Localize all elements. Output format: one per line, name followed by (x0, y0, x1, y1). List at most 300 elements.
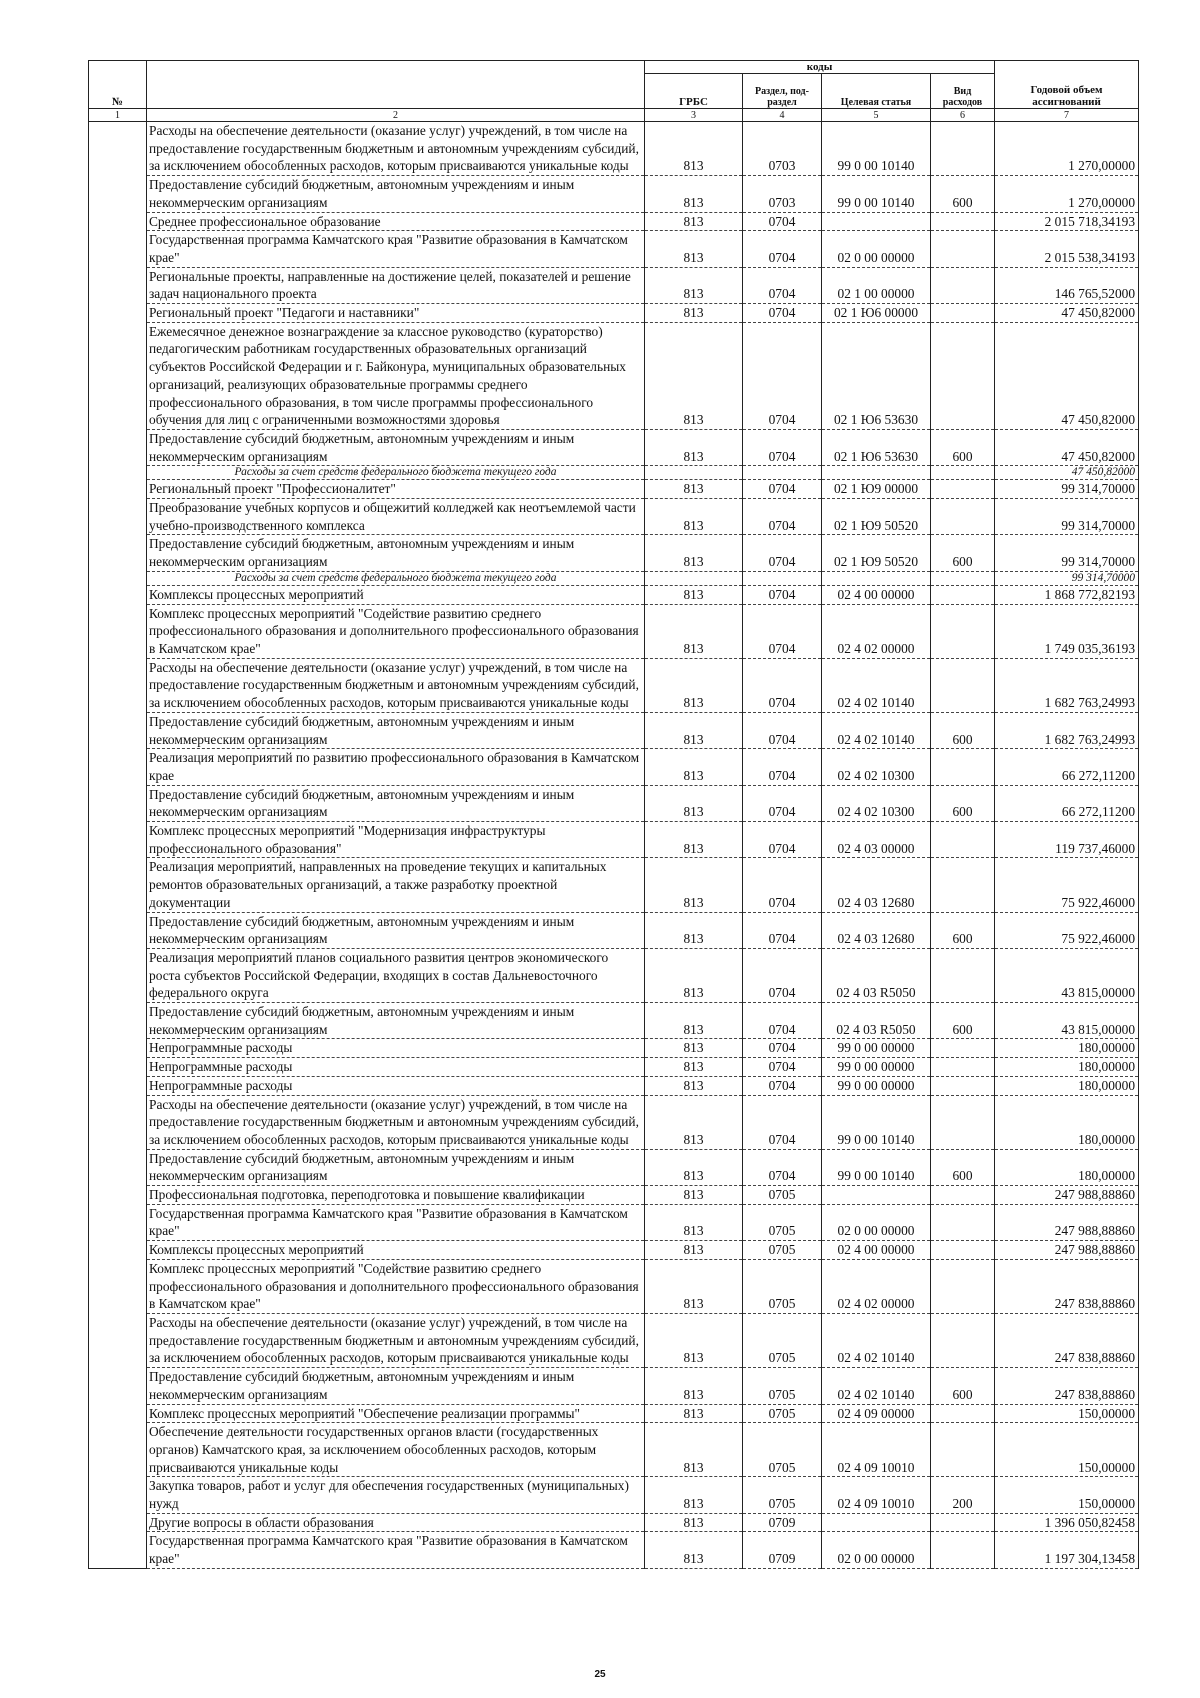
row-name: Расходы на обеспечение деятельности (оказание услуг) учреждений, в том числе на предоставление государственным бюджетным и автономным учреждениям субсидий, за исключением обособленных расходов, которым присваиваются уникальные коды (147, 1314, 645, 1368)
row-expense-type (931, 499, 995, 535)
row-section (743, 571, 822, 585)
row-number-cell (89, 466, 147, 480)
row-amount: 180,00000 (995, 1095, 1139, 1149)
row-grbs: 813 (645, 304, 743, 323)
row-target-article (822, 212, 931, 231)
row-name: Предоставление субсидий бюджетным, автономным учреждениям и иным некоммерческим организациям (147, 535, 645, 571)
row-amount: 180,00000 (995, 1058, 1139, 1077)
column-number: 5 (822, 109, 931, 122)
row-grbs: 813 (645, 1058, 743, 1077)
row-grbs: 813 (645, 1204, 743, 1240)
row-expense-type (931, 604, 995, 658)
row-expense-type: 600 (931, 712, 995, 748)
row-number-cell (89, 480, 147, 499)
row-name: Расходы за счет средств федерального бюджета текущего года (147, 571, 645, 585)
row-expense-type: 600 (931, 1149, 995, 1185)
row-expense-type (931, 1404, 995, 1423)
table-row (89, 267, 1139, 303)
table-row (89, 1368, 1139, 1404)
row-name: Комплекс процессных мероприятий "Обеспечение реализации программы" (147, 1404, 645, 1423)
row-grbs: 813 (645, 785, 743, 821)
row-number-cell (89, 571, 147, 585)
row-section: 0705 (743, 1314, 822, 1368)
row-section: 0704 (743, 1039, 822, 1058)
row-target-article (822, 1513, 931, 1532)
row-number-cell (89, 858, 147, 912)
table-row (89, 1532, 1139, 1568)
row-section: 0705 (743, 1423, 822, 1477)
table-row (89, 858, 1139, 912)
table-row (89, 1259, 1139, 1313)
row-section: 0704 (743, 822, 822, 858)
row-amount: 66 272,11200 (995, 749, 1139, 785)
row-grbs: 813 (645, 658, 743, 712)
table-row (89, 1204, 1139, 1240)
row-section: 0704 (743, 499, 822, 535)
row-name: Ежемесячное денежное вознаграждение за классное руководство (кураторство) педагогическим работникам государственных образовательных организаций субъектов Российской Федерации и г. Байконура, муниципальных образовательных организаций, реализующих образовательные программы среднего профессионального образования, в том числе программы профессионального обучения для лиц с ограниченными возможностями здоровья (147, 322, 645, 429)
row-name: Региональный проект "Профессионалитет" (147, 480, 645, 499)
row-name: Предоставление субсидий бюджетным, автономным учреждениям и иным некоммерческим организациям (147, 429, 645, 465)
row-name: Предоставление субсидий бюджетным, автономным учреждениям и иным некоммерческим организациям (147, 785, 645, 821)
row-name: Предоставление субсидий бюджетным, автономным учреждениям и иным некоммерческим организациям (147, 1149, 645, 1185)
table-row (89, 322, 1139, 429)
row-number-cell (89, 1404, 147, 1423)
header-target-article: Целевая статья (822, 74, 931, 109)
row-number-cell (89, 304, 147, 323)
row-expense-type: 600 (931, 535, 995, 571)
row-target-article: 99 0 00 10140 (822, 1149, 931, 1185)
row-target-article: 02 4 03 12680 (822, 858, 931, 912)
row-name: Непрограммные расходы (147, 1039, 645, 1058)
row-target-article: 02 4 00 00000 (822, 1241, 931, 1260)
row-name: Реализация мероприятий по развитию профессионального образования в Камчатском крае (147, 749, 645, 785)
row-expense-type (931, 1241, 995, 1260)
row-target-article: 02 4 02 00000 (822, 1259, 931, 1313)
row-amount: 247 838,88860 (995, 1368, 1139, 1404)
row-expense-type (931, 1095, 995, 1149)
row-target-article: 02 1 Ю9 50520 (822, 535, 931, 571)
row-section (743, 466, 822, 480)
row-target-article: 02 4 02 00000 (822, 604, 931, 658)
row-section: 0704 (743, 1149, 822, 1185)
row-grbs: 813 (645, 1477, 743, 1513)
row-number-cell (89, 1477, 147, 1513)
row-grbs: 813 (645, 712, 743, 748)
row-amount: 180,00000 (995, 1076, 1139, 1095)
row-target-article: 02 4 02 10300 (822, 749, 931, 785)
row-grbs: 813 (645, 480, 743, 499)
row-name: Региональные проекты, направленные на достижение целей, показателей и решение задач национального проекта (147, 267, 645, 303)
row-target-article: 02 1 Ю9 50520 (822, 499, 931, 535)
row-section: 0704 (743, 231, 822, 267)
row-section: 0704 (743, 1058, 822, 1077)
budget-table (88, 60, 1139, 1569)
row-amount: 47 450,82000 (995, 322, 1139, 429)
row-name: Реализация мероприятий, направленных на проведение текущих и капитальных ремонтов образовательных организаций, а также разработку проектной документации (147, 858, 645, 912)
row-expense-type (931, 304, 995, 323)
row-number-cell (89, 1259, 147, 1313)
row-grbs: 813 (645, 604, 743, 658)
row-grbs: 813 (645, 1149, 743, 1185)
table-row (89, 1058, 1139, 1077)
row-expense-type (931, 1532, 995, 1568)
row-target-article: 99 0 00 10140 (822, 176, 931, 212)
row-amount: 1 682 763,24993 (995, 712, 1139, 748)
row-section: 0704 (743, 1095, 822, 1149)
row-amount: 75 922,46000 (995, 858, 1139, 912)
row-section: 0704 (743, 948, 822, 1002)
row-number-cell (89, 1423, 147, 1477)
row-grbs: 813 (645, 822, 743, 858)
row-amount: 1 682 763,24993 (995, 658, 1139, 712)
row-amount: 47 450,82000 (995, 429, 1139, 465)
row-section: 0704 (743, 785, 822, 821)
row-amount: 1 197 304,13458 (995, 1532, 1139, 1568)
row-amount: 150,00000 (995, 1404, 1139, 1423)
row-section: 0704 (743, 658, 822, 712)
row-grbs: 813 (645, 1186, 743, 1205)
row-grbs: 813 (645, 1532, 743, 1568)
row-name: Непрограммные расходы (147, 1076, 645, 1095)
row-section: 0705 (743, 1186, 822, 1205)
row-number-cell (89, 749, 147, 785)
row-grbs: 813 (645, 1423, 743, 1477)
row-section: 0705 (743, 1477, 822, 1513)
row-amount: 1 868 772,82193 (995, 585, 1139, 604)
row-name: Комплекс процессных мероприятий "Содействие развитию среднего профессионального образования и дополнительного профессионального образования в Камчатском крае" (147, 604, 645, 658)
row-number-cell (89, 322, 147, 429)
row-target-article: 02 1 Ю6 53630 (822, 429, 931, 465)
row-target-article: 99 0 00 10140 (822, 1095, 931, 1149)
row-amount: 47 450,82000 (995, 304, 1139, 323)
row-section: 0704 (743, 749, 822, 785)
column-number-row (89, 109, 1139, 122)
table-row (89, 1241, 1139, 1260)
row-section: 0705 (743, 1368, 822, 1404)
row-number-cell (89, 604, 147, 658)
row-name: Предоставление субсидий бюджетным, автономным учреждениям и иным некоммерческим организациям (147, 176, 645, 212)
row-section: 0703 (743, 176, 822, 212)
row-number-cell (89, 1039, 147, 1058)
row-section: 0704 (743, 212, 822, 231)
row-target-article: 02 4 02 10140 (822, 1368, 931, 1404)
row-amount: 43 815,00000 (995, 948, 1139, 1002)
row-grbs (645, 466, 743, 480)
row-amount: 1 749 035,36193 (995, 604, 1139, 658)
row-section: 0704 (743, 1076, 822, 1095)
row-target-article: 02 4 00 00000 (822, 585, 931, 604)
row-section: 0704 (743, 304, 822, 323)
row-amount: 247 988,88860 (995, 1204, 1139, 1240)
row-amount: 150,00000 (995, 1477, 1139, 1513)
row-name: Комплексы процессных мероприятий (147, 585, 645, 604)
row-amount: 47 450,82000 (995, 466, 1139, 480)
row-grbs: 813 (645, 749, 743, 785)
table-row (89, 604, 1139, 658)
row-amount: 43 815,00000 (995, 1003, 1139, 1039)
row-expense-type (931, 571, 995, 585)
row-expense-type: 600 (931, 785, 995, 821)
row-expense-type: 200 (931, 1477, 995, 1513)
row-grbs: 813 (645, 1314, 743, 1368)
column-number: 7 (995, 109, 1139, 122)
row-number-cell (89, 429, 147, 465)
row-name: Профессиональная подготовка, переподготовка и повышение квалификации (147, 1186, 645, 1205)
table-row (89, 231, 1139, 267)
row-amount: 99 314,70000 (995, 571, 1139, 585)
row-expense-type (931, 267, 995, 303)
row-target-article: 99 0 00 00000 (822, 1076, 931, 1095)
budget-sheet (88, 60, 1138, 1569)
row-grbs: 813 (645, 1039, 743, 1058)
column-number: 2 (147, 109, 645, 122)
row-number-cell (89, 1314, 147, 1368)
row-target-article: 02 0 00 00000 (822, 1204, 931, 1240)
row-number-cell (89, 1186, 147, 1205)
row-grbs: 813 (645, 231, 743, 267)
row-grbs: 813 (645, 858, 743, 912)
row-amount: 1 270,00000 (995, 122, 1139, 176)
row-section: 0704 (743, 429, 822, 465)
row-section: 0705 (743, 1204, 822, 1240)
row-expense-type (931, 1076, 995, 1095)
row-name: Закупка товаров, работ и услуг для обеспечения государственных (муниципальных) нужд (147, 1477, 645, 1513)
row-amount: 2 015 718,34193 (995, 212, 1139, 231)
table-row (89, 429, 1139, 465)
row-target-article: 02 4 02 10140 (822, 658, 931, 712)
table-row (89, 948, 1139, 1002)
row-amount: 99 314,70000 (995, 535, 1139, 571)
row-amount: 99 314,70000 (995, 480, 1139, 499)
row-name: Комплекс процессных мероприятий "Модернизация инфраструктуры профессионального образования" (147, 822, 645, 858)
row-amount: 1 396 050,82458 (995, 1513, 1139, 1532)
row-expense-type (931, 1058, 995, 1077)
row-expense-type (931, 212, 995, 231)
row-target-article (822, 1186, 931, 1205)
row-expense-type (931, 122, 995, 176)
row-number-cell (89, 912, 147, 948)
column-number: 4 (743, 109, 822, 122)
row-grbs (645, 571, 743, 585)
row-grbs: 813 (645, 1076, 743, 1095)
row-number-cell (89, 785, 147, 821)
row-name: Комплексы процессных мероприятий (147, 1241, 645, 1260)
row-grbs: 813 (645, 1095, 743, 1149)
row-number-cell (89, 1204, 147, 1240)
row-grbs: 813 (645, 1259, 743, 1313)
table-row (89, 176, 1139, 212)
row-name: Среднее профессиональное образование (147, 212, 645, 231)
table-row (89, 1076, 1139, 1095)
row-grbs: 813 (645, 176, 743, 212)
row-number-cell (89, 948, 147, 1002)
row-expense-type (931, 1204, 995, 1240)
row-target-article: 02 4 02 10140 (822, 712, 931, 748)
row-number-cell (89, 267, 147, 303)
row-amount: 66 272,11200 (995, 785, 1139, 821)
row-amount: 119 737,46000 (995, 822, 1139, 858)
row-number-cell (89, 1058, 147, 1077)
row-amount: 247 838,88860 (995, 1259, 1139, 1313)
row-target-article (822, 571, 931, 585)
row-expense-type (931, 1186, 995, 1205)
table-row (89, 1003, 1139, 1039)
row-amount: 247 838,88860 (995, 1314, 1139, 1368)
row-number-cell (89, 712, 147, 748)
table-row (89, 1477, 1139, 1513)
row-amount: 247 988,88860 (995, 1241, 1139, 1260)
table-row (89, 785, 1139, 821)
row-target-article: 02 4 02 10140 (822, 1314, 931, 1368)
header-codes: коды (645, 61, 995, 74)
row-number-cell (89, 122, 147, 176)
row-name: Предоставление субсидий бюджетным, автономным учреждениям и иным некоммерческим организациям (147, 1368, 645, 1404)
row-name: Комплекс процессных мероприятий "Содействие развитию среднего профессионального образования и дополнительного профессионального образования в Камчатском крае" (147, 1259, 645, 1313)
table-row (89, 1513, 1139, 1532)
table-row (89, 571, 1139, 585)
table-row (89, 585, 1139, 604)
table-row (89, 499, 1139, 535)
row-name: Расходы на обеспечение деятельности (оказание услуг) учреждений, в том числе на предоставление государственным бюджетным и автономным учреждениям субсидий, за исключением обособленных расходов, которым присваиваются уникальные коды (147, 1095, 645, 1149)
row-grbs: 813 (645, 122, 743, 176)
row-section: 0704 (743, 585, 822, 604)
row-grbs: 813 (645, 1513, 743, 1532)
row-section: 0704 (743, 858, 822, 912)
row-section: 0705 (743, 1259, 822, 1313)
row-target-article: 02 1 Ю6 00000 (822, 304, 931, 323)
row-name: Региональный проект "Педагоги и наставники" (147, 304, 645, 323)
row-target-article: 99 0 00 00000 (822, 1039, 931, 1058)
row-expense-type: 600 (931, 1368, 995, 1404)
budget-rows (89, 122, 1139, 1569)
row-expense-type (931, 231, 995, 267)
row-number-cell (89, 231, 147, 267)
table-row (89, 212, 1139, 231)
row-target-article: 02 0 00 00000 (822, 1532, 931, 1568)
row-grbs: 813 (645, 948, 743, 1002)
table-row (89, 1095, 1139, 1149)
row-amount: 146 765,52000 (995, 267, 1139, 303)
row-target-article: 02 4 03 R5050 (822, 1003, 931, 1039)
table-row (89, 658, 1139, 712)
row-expense-type (931, 1314, 995, 1368)
row-expense-type: 600 (931, 1003, 995, 1039)
row-number-cell (89, 1095, 147, 1149)
row-expense-type (931, 480, 995, 499)
row-section: 0705 (743, 1404, 822, 1423)
row-number-cell (89, 585, 147, 604)
header-annual-volume: Годовой объем ассигнований (995, 61, 1139, 109)
table-row (89, 712, 1139, 748)
row-expense-type (931, 658, 995, 712)
row-target-article: 02 4 09 10010 (822, 1477, 931, 1513)
row-section: 0704 (743, 267, 822, 303)
row-name: Предоставление субсидий бюджетным, автономным учреждениям и иным некоммерческим организациям (147, 712, 645, 748)
row-expense-type (931, 322, 995, 429)
row-expense-type: 600 (931, 429, 995, 465)
row-grbs: 813 (645, 267, 743, 303)
row-expense-type (931, 1259, 995, 1313)
row-grbs: 813 (645, 585, 743, 604)
row-target-article: 99 0 00 00000 (822, 1058, 931, 1077)
row-name: Государственная программа Камчатского края "Развитие образования в Камчатском крае" (147, 231, 645, 267)
row-target-article: 02 4 03 00000 (822, 822, 931, 858)
row-target-article: 02 4 03 R5050 (822, 948, 931, 1002)
row-target-article: 99 0 00 10140 (822, 122, 931, 176)
row-name: Расходы на обеспечение деятельности (оказание услуг) учреждений, в том числе на предоставление государственным бюджетным и автономным учреждениям субсидий, за исключением обособленных расходов, которым присваиваются уникальные коды (147, 658, 645, 712)
row-grbs: 813 (645, 429, 743, 465)
row-target-article: 02 4 03 12680 (822, 912, 931, 948)
row-number-cell (89, 1241, 147, 1260)
row-section: 0703 (743, 122, 822, 176)
row-amount: 75 922,46000 (995, 912, 1139, 948)
row-name: Другие вопросы в области образования (147, 1513, 645, 1532)
row-grbs: 813 (645, 1404, 743, 1423)
row-number-cell (89, 1532, 147, 1568)
row-section: 0709 (743, 1532, 822, 1568)
header-number: № (89, 61, 147, 109)
header-expense-type: Вид расходов (931, 74, 995, 109)
row-number-cell (89, 658, 147, 712)
row-amount: 1 270,00000 (995, 176, 1139, 212)
row-number-cell (89, 1513, 147, 1532)
table-row (89, 1039, 1139, 1058)
row-name: Реализация мероприятий планов социального развития центров экономического роста субъектов Российской Федерации, входящих в состав Дальневосточного федерального округа (147, 948, 645, 1002)
row-expense-type (931, 948, 995, 1002)
row-target-article: 02 4 02 10300 (822, 785, 931, 821)
row-grbs: 813 (645, 322, 743, 429)
header-section: Раздел, под-раздел (743, 74, 822, 109)
table-row (89, 912, 1139, 948)
row-grbs: 813 (645, 1368, 743, 1404)
row-target-article (822, 466, 931, 480)
row-name: Преобразование учебных корпусов и общежитий колледжей как неотъемлемой части учебно-производственного комплекса (147, 499, 645, 535)
page-number: 25 (594, 1669, 606, 1680)
table-row (89, 122, 1139, 176)
row-expense-type (931, 585, 995, 604)
row-amount: 2 015 538,34193 (995, 231, 1139, 267)
row-number-cell (89, 176, 147, 212)
row-number-cell (89, 499, 147, 535)
row-number-cell (89, 1003, 147, 1039)
table-row (89, 480, 1139, 499)
row-target-article: 02 0 00 00000 (822, 231, 931, 267)
row-expense-type: 600 (931, 176, 995, 212)
row-name: Предоставление субсидий бюджетным, автономным учреждениям и иным некоммерческим организациям (147, 1003, 645, 1039)
header-name (147, 61, 645, 109)
row-name: Государственная программа Камчатского края "Развитие образования в Камчатском крае" (147, 1204, 645, 1240)
row-target-article: 02 4 09 10010 (822, 1423, 931, 1477)
row-expense-type (931, 466, 995, 480)
row-name: Расходы на обеспечение деятельности (оказание услуг) учреждений, в том числе на предоставление государственным бюджетным и автономным учреждениям субсидий, за исключением обособленных расходов, которым присваиваются уникальные коды (147, 122, 645, 176)
row-expense-type (931, 1423, 995, 1477)
row-section: 0704 (743, 1003, 822, 1039)
row-number-cell (89, 212, 147, 231)
row-name: Государственная программа Камчатского края "Развитие образования в Камчатском крае" (147, 1532, 645, 1568)
row-grbs: 813 (645, 1003, 743, 1039)
table-row (89, 535, 1139, 571)
table-row (89, 466, 1139, 480)
row-expense-type: 600 (931, 912, 995, 948)
row-number-cell (89, 1076, 147, 1095)
row-expense-type (931, 1039, 995, 1058)
table-row (89, 749, 1139, 785)
row-expense-type (931, 749, 995, 785)
row-section: 0704 (743, 604, 822, 658)
row-section: 0705 (743, 1241, 822, 1260)
row-section: 0709 (743, 1513, 822, 1532)
row-name: Расходы за счет средств федерального бюджета текущего года (147, 466, 645, 480)
